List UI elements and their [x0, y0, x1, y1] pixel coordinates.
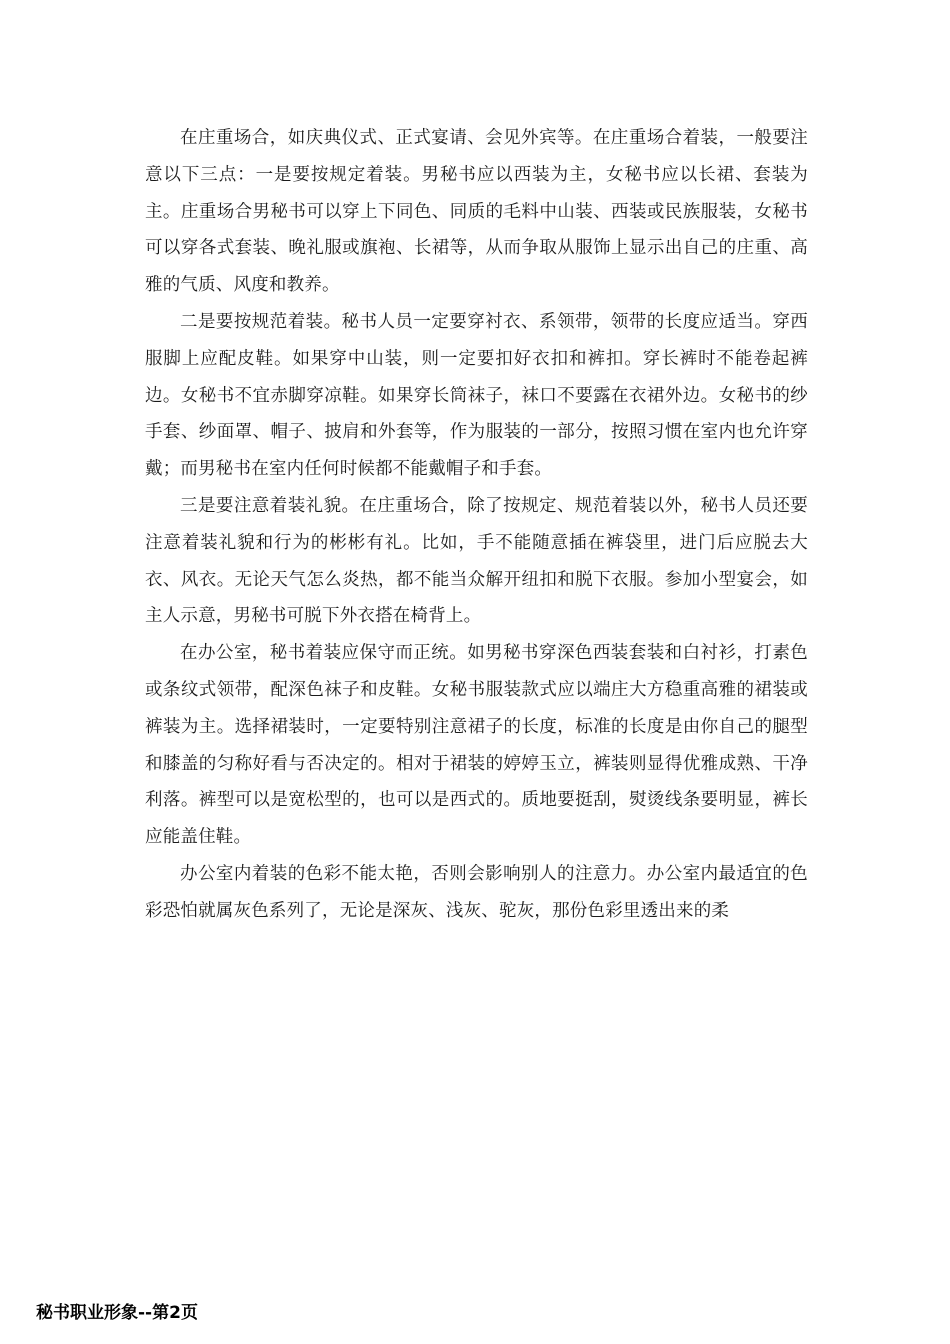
page-footer: 秘书职业形象--第2页 — [36, 1303, 198, 1323]
paragraph-formal-occasions: 在庄重场合，如庆典仪式、正式宴请、会见外宾等。在庄重场合着装，一般要注意以下三点：一是要按规定着装。男秘书应以西装为主，女秘书应以长裙、套装为主。庄重场合男秘书可以穿上下同色、同质的毛料中山装、西装或民族服装，女秘书可以穿各式套装、晚礼服或旗袍、长裙等，从而争取从服饰上显示出自己的庄重、高雅的气质、风度和教养。 — [145, 128, 808, 296]
paragraph-office-attire: 在办公室，秘书着装应保守而正统。如男秘书穿深色西装套装和白衬衫，打素色或条纹式领带，配深色袜子和皮鞋。女秘书服装款式应以端庄大方稳重高雅的裙装或裤装为主。选择裙装时，一定要特别注意裙子的长度，标准的长度是由你自己的腿型和膝盖的匀称好看与否决定的。相对于裙装的婷婷玉立，裤装则显得优雅成熟、干净利落。裤型可以是宽松型的，也可以是西式的。质地要挺刮，熨烫线条要明显，裤长应能盖住鞋。 — [145, 643, 808, 848]
document-body — [145, 120, 808, 930]
paragraph-dress-etiquette: 三是要注意着装礼貌。在庄重场合，除了按规定、规范着装以外，秘书人员还要注意着装礼貌和行为的彬彬有礼。比如，手不能随意插在裤袋里，进门后应脱去大衣、风衣。无论天气怎么炎热，都不能当众解开纽扣和脱下衣服。参加小型宴会，如主人示意，男秘书可脱下外衣搭在椅背上。 — [145, 495, 808, 627]
paragraph-dress-standards: 二是要按规范着装。秘书人员一定要穿衬衣、系领带，领带的长度应适当。穿西服脚上应配皮鞋。如果穿中山装，则一定要扣好衣扣和裤扣。穿长裤时不能卷起裤边。女秘书不宜赤脚穿凉鞋。如果穿长筒袜子，袜口不要露在衣裙外边。女秘书的纱手套、纱面罩、帽子、披肩和外套等，作为服装的一部分，按照习惯在室内也允许穿戴；而男秘书在室内任何时候都不能戴帽子和手套。 — [145, 311, 808, 480]
paragraph-office-colors: 办公室内着装的色彩不能太艳，否则会影响别人的注意力。办公室内最适宜的色彩恐怕就属灰色系列了，无论是深灰、浅灰、驼灰，那份色彩里透出来的柔 — [145, 863, 808, 921]
